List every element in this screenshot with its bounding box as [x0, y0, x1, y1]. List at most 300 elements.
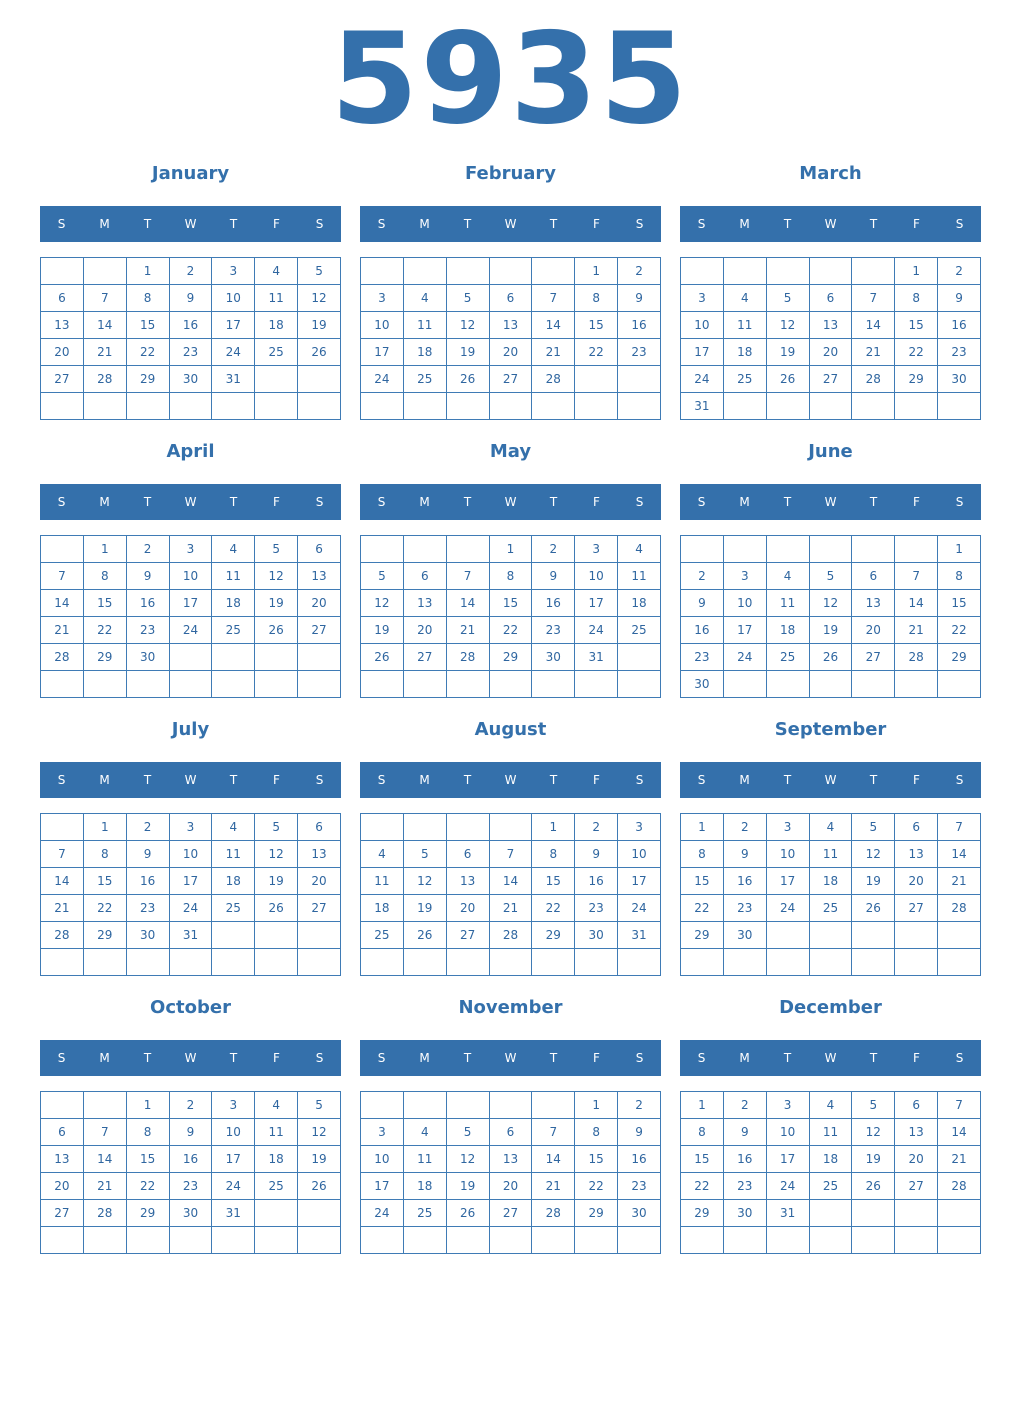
day-cell: 18	[723, 339, 766, 366]
week-row	[41, 393, 341, 420]
day-cell: 15	[681, 1146, 724, 1173]
month-september	[680, 716, 981, 986]
day-cell: 3	[723, 563, 766, 590]
empty-day-cell	[169, 949, 212, 976]
empty-day-cell	[618, 366, 661, 393]
week-row	[41, 1092, 341, 1119]
weekday-label: T	[463, 773, 472, 787]
empty-day-cell	[532, 393, 575, 420]
empty-day-cell	[895, 393, 938, 420]
day-cell: 3	[681, 285, 724, 312]
weekday-label: M	[739, 495, 750, 509]
week-row	[41, 366, 341, 393]
empty-day-cell	[41, 393, 84, 420]
empty-day-cell	[361, 814, 404, 841]
empty-day-cell	[446, 949, 489, 976]
weekday-label: S	[57, 217, 66, 231]
month-may	[360, 438, 661, 708]
empty-day-cell	[852, 1227, 895, 1254]
day-cell: 7	[41, 841, 84, 868]
empty-day-cell	[895, 536, 938, 563]
week-row	[361, 814, 661, 841]
empty-day-cell	[298, 949, 341, 976]
week-row	[361, 366, 661, 393]
day-cell: 6	[809, 285, 852, 312]
day-cell: 12	[809, 590, 852, 617]
day-cell: 1	[83, 814, 126, 841]
day-cell: 20	[298, 590, 341, 617]
day-cell: 21	[532, 339, 575, 366]
empty-day-cell	[575, 949, 618, 976]
weekday-label: F	[913, 1051, 920, 1065]
day-cell: 19	[255, 868, 298, 895]
weekday-header	[40, 484, 341, 520]
empty-day-cell	[489, 814, 532, 841]
day-cell: 22	[681, 895, 724, 922]
day-cell: 30	[575, 922, 618, 949]
weekday-label: S	[315, 217, 324, 231]
day-cell: 6	[403, 563, 446, 590]
weekday-label: M	[99, 217, 110, 231]
day-cell: 20	[895, 868, 938, 895]
day-cell: 30	[532, 644, 575, 671]
empty-day-cell	[532, 1092, 575, 1119]
day-cell: 29	[532, 922, 575, 949]
day-cell: 28	[938, 895, 981, 922]
week-row	[41, 1227, 341, 1254]
day-cell: 24	[723, 644, 766, 671]
day-cell: 22	[126, 339, 169, 366]
month-name: January	[151, 163, 230, 184]
day-cell: 14	[41, 868, 84, 895]
empty-day-cell	[446, 814, 489, 841]
week-row	[41, 671, 341, 698]
day-cell: 12	[852, 1119, 895, 1146]
empty-day-cell	[126, 671, 169, 698]
week-row	[681, 617, 981, 644]
week-row	[41, 949, 341, 976]
day-cell: 16	[618, 312, 661, 339]
week-row	[41, 644, 341, 671]
empty-day-cell	[126, 1227, 169, 1254]
day-cell: 24	[212, 339, 255, 366]
day-cell: 6	[852, 563, 895, 590]
day-cell: 18	[255, 1146, 298, 1173]
weekday-label: S	[635, 773, 644, 787]
day-cell: 20	[895, 1146, 938, 1173]
day-grid	[360, 257, 661, 420]
day-cell: 24	[575, 617, 618, 644]
month-name: April	[166, 441, 215, 462]
day-cell: 22	[575, 1173, 618, 1200]
weekday-header	[360, 206, 661, 242]
empty-day-cell	[361, 536, 404, 563]
weekday-header	[680, 484, 981, 520]
day-cell: 10	[361, 1146, 404, 1173]
weekday-label: W	[824, 217, 837, 231]
day-cell: 20	[446, 895, 489, 922]
weekday-label: T	[549, 773, 558, 787]
day-grid	[360, 1091, 661, 1254]
day-cell: 17	[361, 1173, 404, 1200]
day-cell: 3	[169, 536, 212, 563]
month-name: September	[774, 719, 887, 740]
day-cell: 13	[489, 1146, 532, 1173]
day-cell: 30	[126, 922, 169, 949]
day-cell: 29	[681, 1200, 724, 1227]
empty-day-cell	[938, 1227, 981, 1254]
empty-day-cell	[83, 671, 126, 698]
empty-day-cell	[618, 671, 661, 698]
day-grid	[40, 813, 341, 976]
weekday-label: W	[504, 773, 517, 787]
day-cell: 30	[938, 366, 981, 393]
year-title: 5935	[330, 5, 690, 152]
weekday-label: S	[57, 495, 66, 509]
day-cell: 25	[618, 617, 661, 644]
weekday-label: M	[99, 773, 110, 787]
weekday-label: M	[739, 217, 750, 231]
week-row	[41, 617, 341, 644]
empty-day-cell	[852, 393, 895, 420]
weekday-label: W	[824, 1051, 837, 1065]
day-cell: 17	[766, 1146, 809, 1173]
day-cell: 20	[489, 1173, 532, 1200]
day-cell: 21	[938, 1146, 981, 1173]
day-cell: 23	[938, 339, 981, 366]
month-august	[360, 716, 661, 986]
day-cell: 3	[575, 536, 618, 563]
day-cell: 11	[809, 1119, 852, 1146]
weekday-label: S	[697, 495, 706, 509]
week-row	[681, 1146, 981, 1173]
day-cell: 18	[809, 868, 852, 895]
day-cell: 10	[212, 1119, 255, 1146]
empty-day-cell	[446, 1092, 489, 1119]
day-cell: 13	[852, 590, 895, 617]
day-cell: 30	[126, 644, 169, 671]
empty-day-cell	[212, 922, 255, 949]
day-cell: 19	[255, 590, 298, 617]
week-row	[41, 922, 341, 949]
day-cell: 15	[575, 1146, 618, 1173]
weekday-label: T	[143, 773, 152, 787]
weekday-label: M	[419, 773, 430, 787]
day-cell: 14	[532, 312, 575, 339]
day-cell: 19	[298, 312, 341, 339]
empty-day-cell	[83, 1092, 126, 1119]
day-cell: 8	[681, 841, 724, 868]
weekday-label: M	[419, 495, 430, 509]
day-cell: 21	[446, 617, 489, 644]
day-cell: 13	[895, 1119, 938, 1146]
day-cell: 23	[532, 617, 575, 644]
empty-day-cell	[938, 393, 981, 420]
day-grid	[680, 813, 981, 976]
day-cell: 13	[446, 868, 489, 895]
week-row	[681, 536, 981, 563]
empty-day-cell	[809, 922, 852, 949]
day-cell: 4	[212, 814, 255, 841]
day-cell: 24	[681, 366, 724, 393]
day-cell: 30	[169, 1200, 212, 1227]
day-cell: 3	[361, 285, 404, 312]
month-january	[40, 160, 341, 430]
day-cell: 7	[83, 1119, 126, 1146]
day-cell: 28	[41, 922, 84, 949]
empty-day-cell	[681, 258, 724, 285]
day-cell: 8	[532, 841, 575, 868]
day-cell: 25	[723, 366, 766, 393]
day-cell: 19	[766, 339, 809, 366]
month-name: August	[474, 719, 547, 740]
day-cell: 29	[895, 366, 938, 393]
day-cell: 12	[852, 841, 895, 868]
week-row	[361, 671, 661, 698]
empty-day-cell	[169, 644, 212, 671]
empty-day-cell	[446, 258, 489, 285]
day-cell: 5	[361, 563, 404, 590]
day-cell: 3	[212, 1092, 255, 1119]
day-cell: 5	[852, 814, 895, 841]
day-cell: 12	[298, 285, 341, 312]
day-cell: 23	[618, 339, 661, 366]
week-row	[41, 339, 341, 366]
weekday-header	[40, 206, 341, 242]
day-cell: 14	[41, 590, 84, 617]
month-name: October	[150, 997, 231, 1018]
day-cell: 4	[361, 841, 404, 868]
day-cell: 31	[575, 644, 618, 671]
empty-day-cell	[938, 922, 981, 949]
empty-day-cell	[766, 949, 809, 976]
day-cell: 3	[212, 258, 255, 285]
empty-day-cell	[298, 1200, 341, 1227]
day-cell: 4	[403, 1119, 446, 1146]
day-cell: 1	[895, 258, 938, 285]
day-cell: 25	[403, 1200, 446, 1227]
weekday-label: F	[913, 217, 920, 231]
day-cell: 6	[895, 814, 938, 841]
week-row	[681, 393, 981, 420]
day-cell: 25	[403, 366, 446, 393]
day-cell: 19	[361, 617, 404, 644]
empty-day-cell	[212, 949, 255, 976]
day-cell: 27	[298, 895, 341, 922]
day-cell: 17	[212, 312, 255, 339]
day-cell: 16	[618, 1146, 661, 1173]
day-cell: 17	[618, 868, 661, 895]
day-cell: 29	[83, 922, 126, 949]
weekday-label: M	[419, 217, 430, 231]
day-cell: 28	[489, 922, 532, 949]
empty-day-cell	[298, 922, 341, 949]
day-cell: 28	[446, 644, 489, 671]
day-cell: 9	[126, 841, 169, 868]
day-cell: 16	[126, 868, 169, 895]
week-row	[681, 895, 981, 922]
day-cell: 14	[532, 1146, 575, 1173]
day-cell: 16	[532, 590, 575, 617]
empty-day-cell	[681, 536, 724, 563]
day-cell: 1	[681, 1092, 724, 1119]
empty-day-cell	[809, 1227, 852, 1254]
day-cell: 18	[361, 895, 404, 922]
day-cell: 2	[532, 536, 575, 563]
day-cell: 21	[41, 895, 84, 922]
day-cell: 29	[681, 922, 724, 949]
month-july	[40, 716, 341, 986]
day-cell: 18	[212, 590, 255, 617]
day-cell: 9	[532, 563, 575, 590]
day-cell: 8	[489, 563, 532, 590]
day-cell: 22	[532, 895, 575, 922]
weekday-label: W	[184, 217, 197, 231]
empty-day-cell	[361, 949, 404, 976]
day-cell: 9	[575, 841, 618, 868]
week-row	[681, 814, 981, 841]
weekday-label: S	[315, 495, 324, 509]
day-cell: 21	[41, 617, 84, 644]
day-cell: 31	[212, 366, 255, 393]
day-cell: 20	[403, 617, 446, 644]
day-cell: 4	[618, 536, 661, 563]
weekday-label: T	[143, 217, 152, 231]
day-cell: 6	[895, 1092, 938, 1119]
day-cell: 7	[852, 285, 895, 312]
week-row	[361, 617, 661, 644]
day-cell: 10	[766, 841, 809, 868]
weekday-header	[40, 1040, 341, 1076]
day-cell: 23	[723, 895, 766, 922]
day-cell: 2	[169, 1092, 212, 1119]
day-cell: 4	[766, 563, 809, 590]
day-cell: 8	[681, 1119, 724, 1146]
day-cell: 17	[169, 590, 212, 617]
day-cell: 24	[169, 895, 212, 922]
day-cell: 26	[255, 895, 298, 922]
day-grid	[680, 257, 981, 420]
weekday-label: T	[229, 1051, 238, 1065]
day-cell: 4	[723, 285, 766, 312]
empty-day-cell	[489, 1227, 532, 1254]
weekday-label: M	[419, 1051, 430, 1065]
weekday-label: T	[229, 217, 238, 231]
day-cell: 17	[212, 1146, 255, 1173]
week-row	[41, 1200, 341, 1227]
day-grid	[680, 535, 981, 698]
day-cell: 18	[403, 1173, 446, 1200]
day-cell: 29	[83, 644, 126, 671]
week-row	[41, 258, 341, 285]
empty-day-cell	[575, 671, 618, 698]
day-cell: 7	[83, 285, 126, 312]
day-cell: 24	[618, 895, 661, 922]
day-cell: 15	[126, 1146, 169, 1173]
weekday-label: S	[377, 1051, 386, 1065]
empty-day-cell	[255, 1200, 298, 1227]
empty-day-cell	[126, 949, 169, 976]
month-december	[680, 994, 981, 1264]
month-october	[40, 994, 341, 1264]
week-row	[41, 1146, 341, 1173]
week-row	[361, 1146, 661, 1173]
weekday-label: W	[504, 495, 517, 509]
weekday-label: F	[913, 773, 920, 787]
empty-day-cell	[489, 1092, 532, 1119]
weekday-label: F	[593, 495, 600, 509]
week-row	[361, 868, 661, 895]
day-cell: 29	[489, 644, 532, 671]
month-name: February	[464, 163, 557, 184]
day-cell: 11	[403, 1146, 446, 1173]
week-row	[681, 1227, 981, 1254]
weekday-label: T	[463, 495, 472, 509]
day-cell: 26	[766, 366, 809, 393]
day-cell: 16	[126, 590, 169, 617]
day-cell: 5	[446, 285, 489, 312]
weekday-header	[680, 206, 981, 242]
day-cell: 13	[403, 590, 446, 617]
day-cell: 24	[212, 1173, 255, 1200]
week-row	[681, 339, 981, 366]
week-row	[41, 841, 341, 868]
day-cell: 2	[126, 536, 169, 563]
weekday-label: T	[143, 495, 152, 509]
weekday-label: T	[549, 217, 558, 231]
weekday-label: F	[273, 217, 280, 231]
week-row	[681, 590, 981, 617]
week-row	[361, 339, 661, 366]
month-name: March	[799, 163, 862, 184]
day-cell: 5	[766, 285, 809, 312]
weekday-label: S	[697, 217, 706, 231]
day-grid	[360, 813, 661, 976]
day-cell: 1	[681, 814, 724, 841]
week-row	[41, 895, 341, 922]
empty-day-cell	[212, 644, 255, 671]
empty-day-cell	[809, 393, 852, 420]
day-cell: 31	[212, 1200, 255, 1227]
week-row	[681, 868, 981, 895]
day-cell: 10	[212, 285, 255, 312]
week-row	[41, 1119, 341, 1146]
day-cell: 28	[532, 366, 575, 393]
empty-day-cell	[895, 922, 938, 949]
empty-day-cell	[852, 1200, 895, 1227]
day-cell: 24	[766, 895, 809, 922]
weekday-header	[360, 484, 661, 520]
weekday-label: S	[377, 217, 386, 231]
empty-day-cell	[403, 258, 446, 285]
day-cell: 26	[298, 339, 341, 366]
empty-day-cell	[361, 1092, 404, 1119]
weekday-label: W	[184, 495, 197, 509]
weekday-label: W	[504, 1051, 517, 1065]
empty-day-cell	[83, 393, 126, 420]
empty-day-cell	[532, 258, 575, 285]
weekday-label: W	[184, 773, 197, 787]
empty-day-cell	[169, 1227, 212, 1254]
weekday-label: S	[635, 495, 644, 509]
week-row	[361, 949, 661, 976]
day-cell: 26	[403, 922, 446, 949]
day-cell: 4	[255, 258, 298, 285]
week-row	[681, 949, 981, 976]
day-cell: 26	[446, 366, 489, 393]
day-cell: 19	[446, 339, 489, 366]
day-cell: 14	[446, 590, 489, 617]
